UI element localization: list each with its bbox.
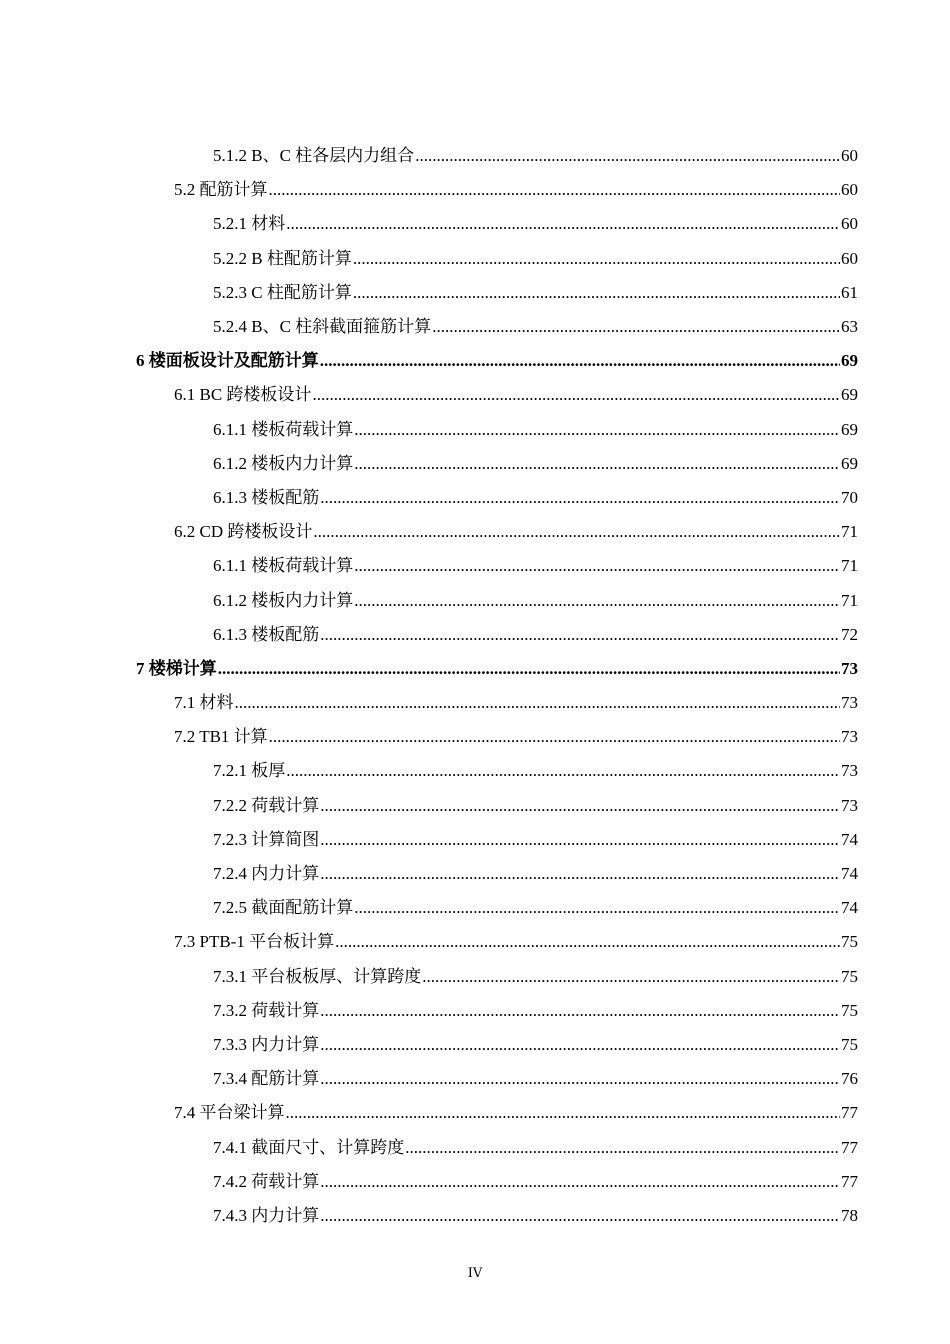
toc-dot-leader (320, 1035, 840, 1055)
toc-dot-leader (320, 864, 840, 884)
toc-entry-title: 6.1.2 楼板内力计算 (213, 453, 354, 473)
toc-dot-leader (218, 659, 840, 679)
toc-dot-leader (320, 1172, 840, 1192)
toc-entry-page: 75 (841, 932, 858, 952)
toc-entry[interactable] (0, 1165, 950, 1199)
toc-entry-title: 7.2.4 内力计算 (213, 864, 320, 884)
toc-entry-page: 75 (841, 1034, 858, 1054)
toc-entry-title: 7.2.5 截面配筋计算 (213, 898, 354, 918)
toc-dot-leader (286, 214, 840, 234)
toc-entry-title: 7.2 TB1 计算 (174, 727, 268, 747)
toc-entry[interactable] (0, 173, 950, 207)
toc-dot-leader (354, 556, 840, 576)
toc-entry[interactable] (0, 310, 950, 344)
toc-entry-title: 5.2.4 B、C 柱斜截面箍筋计算 (213, 317, 432, 337)
toc-entry[interactable] (0, 960, 950, 994)
toc-entry-title: 7.4.2 荷载计算 (213, 1171, 320, 1191)
toc-entry[interactable] (0, 618, 950, 652)
toc-dot-leader (354, 454, 840, 474)
toc-entry-page: 73 (841, 693, 858, 713)
toc-entry[interactable] (0, 720, 950, 754)
toc-entry-title: 7.3.2 荷载计算 (213, 1000, 320, 1020)
toc-entry-page: 61 (841, 282, 858, 302)
toc-entry-title: 7.1 材料 (174, 693, 234, 713)
toc-dot-leader (313, 522, 840, 542)
toc-dot-leader (320, 830, 840, 850)
toc-entry[interactable] (0, 378, 950, 412)
toc-entry-page: 69 (841, 453, 858, 473)
toc-entry-page: 74 (841, 829, 858, 849)
toc-entry[interactable] (0, 823, 950, 857)
toc-entry-page: 60 (841, 146, 858, 166)
toc-entry-page: 74 (841, 864, 858, 884)
toc-dot-leader (269, 727, 840, 747)
toc-entry-page: 69 (841, 385, 858, 405)
toc-entry-title: 7.2.3 计算简图 (213, 829, 320, 849)
toc-entry-title: 6.1.3 楼板配筋 (213, 487, 320, 507)
toc-entry[interactable] (0, 207, 950, 241)
toc-entry-title: 5.2.2 B 柱配筋计算 (213, 248, 352, 268)
toc-entry-page: 71 (841, 590, 858, 610)
toc-dot-leader (269, 180, 841, 200)
toc-entry-page: 73 (841, 727, 858, 747)
toc-entry[interactable] (0, 413, 950, 447)
toc-entry[interactable] (0, 515, 950, 549)
toc-entry-title: 7.2.1 板厚 (213, 761, 286, 781)
toc-entry-title: 5.2 配筋计算 (174, 180, 268, 200)
toc-dot-leader (320, 796, 840, 816)
toc-entry-title: 6.2 CD 跨楼板设计 (174, 522, 313, 542)
toc-dot-leader (320, 625, 840, 645)
toc-entry[interactable] (0, 925, 950, 959)
toc-entry[interactable] (0, 857, 950, 891)
toc-entry-page: 60 (841, 180, 858, 200)
toc-dot-leader (320, 488, 840, 508)
toc-dot-leader (312, 385, 840, 405)
toc-entry[interactable] (0, 344, 950, 378)
toc-entry[interactable] (0, 1199, 950, 1233)
toc-entry-title: 7.4.1 截面尺寸、计算跨度 (213, 1137, 405, 1157)
toc-dot-leader (405, 1138, 840, 1158)
toc-entry-page: 73 (841, 795, 858, 815)
toc-entry-title: 6.1.3 楼板配筋 (213, 624, 320, 644)
toc-dot-leader (353, 283, 840, 303)
toc-entry[interactable] (0, 1096, 950, 1130)
toc-entry[interactable] (0, 1062, 950, 1096)
toc-dot-leader (354, 591, 840, 611)
toc-entry-title: 7 楼梯计算 (136, 658, 217, 678)
toc-dot-leader (335, 932, 840, 952)
toc-entry-title: 7.4.3 内力计算 (213, 1205, 320, 1225)
toc-entry-page: 75 (841, 966, 858, 986)
toc-entry-page: 77 (841, 1171, 858, 1191)
toc-dot-leader (286, 761, 840, 781)
toc-entry[interactable] (0, 891, 950, 925)
toc-entry-title: 6.1.1 楼板荷载计算 (213, 419, 354, 439)
toc-entry-title: 7.3.3 内力计算 (213, 1034, 320, 1054)
toc-entry[interactable] (0, 276, 950, 310)
toc-entry[interactable] (0, 1028, 950, 1062)
toc-entry-page: 73 (841, 658, 858, 678)
toc-entry-page: 78 (841, 1205, 858, 1225)
toc-entry-title: 7.2.2 荷载计算 (213, 795, 320, 815)
toc-entry[interactable] (0, 686, 950, 720)
toc-entry-page: 60 (841, 248, 858, 268)
toc-entry-title: 7.3.1 平台板板厚、计算跨度 (213, 966, 422, 986)
toc-dot-leader (235, 693, 841, 713)
toc-entry[interactable] (0, 242, 950, 276)
toc-entry[interactable] (0, 549, 950, 583)
toc-entry-page: 63 (841, 317, 858, 337)
toc-dot-leader (353, 249, 840, 269)
toc-entry-page: 77 (841, 1137, 858, 1157)
toc-entry-page: 72 (841, 624, 858, 644)
toc-dot-leader (415, 146, 840, 166)
toc-entry-title: 5.2.1 材料 (213, 214, 286, 234)
toc-dot-leader (286, 1103, 841, 1123)
toc-entry-page: 60 (841, 214, 858, 234)
toc-dot-leader (320, 1069, 840, 1089)
toc-entry-title: 6 楼面板设计及配筋计算 (136, 351, 319, 371)
toc-entry-page: 74 (841, 898, 858, 918)
toc-entry-page: 77 (841, 1103, 858, 1123)
toc-entry-title: 7.3.4 配筋计算 (213, 1069, 320, 1089)
toc-entry-page: 76 (841, 1069, 858, 1089)
page-number: IV (467, 1266, 483, 1281)
toc-entry-title: 6.1.1 楼板荷载计算 (213, 556, 354, 576)
toc-entry[interactable] (0, 583, 950, 617)
toc-entry[interactable] (0, 447, 950, 481)
toc-entry[interactable] (0, 754, 950, 788)
toc-dot-leader (320, 1001, 840, 1021)
toc-entry[interactable] (0, 139, 950, 173)
toc-entry[interactable] (0, 994, 950, 1028)
toc-entry-title: 7.4 平台梁计算 (174, 1103, 285, 1123)
toc-entry[interactable] (0, 481, 950, 515)
toc-entry[interactable] (0, 652, 950, 686)
toc-entry-title: 7.3 PTB-1 平台板计算 (174, 932, 335, 952)
table-of-contents (0, 139, 950, 1233)
toc-entry-title: 6.1 BC 跨楼板设计 (174, 385, 312, 405)
toc-dot-leader (354, 420, 840, 440)
toc-entry-title: 5.2.3 C 柱配筋计算 (213, 282, 352, 302)
toc-entry[interactable] (0, 789, 950, 823)
toc-entry-page: 70 (841, 487, 858, 507)
toc-dot-leader (354, 898, 840, 918)
toc-entry-page: 69 (841, 419, 858, 439)
toc-entry[interactable] (0, 1130, 950, 1164)
toc-dot-leader (320, 1206, 840, 1226)
toc-entry-title: 6.1.2 楼板内力计算 (213, 590, 354, 610)
toc-entry-page: 71 (841, 556, 858, 576)
toc-dot-leader (320, 351, 840, 371)
toc-entry-page: 75 (841, 1000, 858, 1020)
toc-entry-page: 71 (841, 522, 858, 542)
toc-entry-page: 73 (841, 761, 858, 781)
toc-entry-page: 69 (841, 351, 858, 371)
toc-dot-leader (432, 317, 840, 337)
toc-entry-title: 5.1.2 B、C 柱各层内力组合 (213, 146, 415, 166)
toc-dot-leader (422, 967, 840, 987)
